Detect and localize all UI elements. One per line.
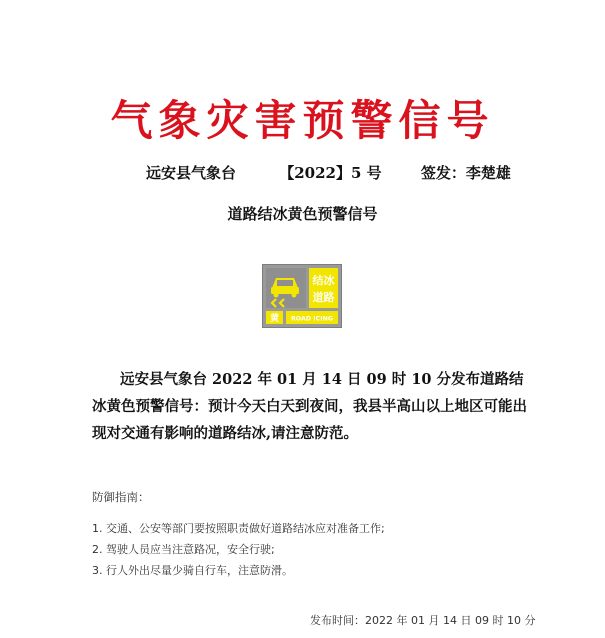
document-title: 气象灾害预警信号 — [110, 96, 495, 145]
defense-list — [92, 518, 385, 581]
car-wheel-right — [292, 293, 297, 298]
issuer: 远安县气象台 — [146, 164, 237, 182]
defense-heading: 防御指南： — [92, 490, 150, 504]
defense-item: 3. 行人外出尽量少骑自行车，注意防滑。 — [92, 564, 293, 577]
document-number: 【2022】5 号 — [279, 164, 382, 182]
level-label: 黄 — [269, 314, 280, 324]
car-wheel-left — [274, 293, 279, 298]
defense-item: 2. 驾驶人员应当注意路况，安全行驶; — [92, 543, 275, 556]
release-time: 发布时间：2022 年 01 月 14 日 09 时 10 分 — [310, 614, 536, 627]
english-label: ROAD ICING — [290, 315, 334, 323]
road-icing-icon — [262, 264, 342, 328]
warning-paragraph-text: 远安县气象台 2022 年 01 月 14 日 09 时 10 分发布道路结冰黄色预警信号：预计今天白天到夜间，我县半高山以上地区可能出现对交通有影响的道路结冰,请注意防范。 — [92, 371, 527, 442]
signer: 签发：李楚雄 — [420, 164, 511, 182]
defense-item: 1. 交通、公安等部门要按照职责做好道路结冰应对准备工作; — [92, 522, 385, 535]
signal-subtitle: 道路结冰黄色预警信号 — [227, 205, 378, 223]
warning-paragraph — [92, 366, 532, 447]
label-line-1: 结冰 — [312, 274, 335, 287]
label-line-2: 道路 — [312, 291, 335, 304]
car-window — [277, 280, 293, 286]
document-header — [146, 162, 511, 183]
